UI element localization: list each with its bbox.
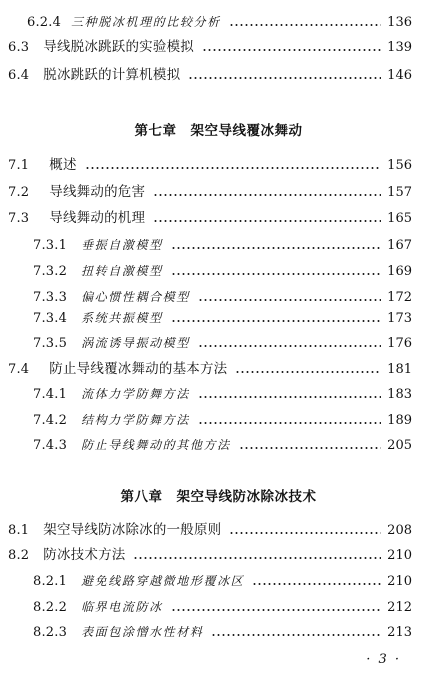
entry-page: 157 — [387, 185, 412, 200]
leader-dots — [171, 609, 381, 611]
entry-number: 8.1 — [8, 523, 30, 538]
toc-entry — [8, 541, 412, 563]
entry-page: 156 — [387, 158, 412, 173]
entry-number: 6.2.4 — [27, 15, 62, 30]
entry-number: 7.4.1 — [33, 387, 68, 402]
entry-number: 7.3.1 — [33, 238, 68, 253]
entry-page: 165 — [387, 211, 412, 226]
entry-page: 167 — [387, 238, 412, 253]
entry-page: 146 — [387, 68, 412, 83]
leader-dots — [235, 371, 381, 373]
entry-title: 流体力学防舞方法 — [81, 387, 190, 401]
entry-number: 7.3.5 — [33, 336, 68, 351]
entry-page: 210 — [387, 548, 412, 563]
entry-page: 205 — [387, 438, 412, 453]
entry-page: 189 — [387, 413, 412, 428]
toc-entry — [8, 178, 412, 200]
toc-entry — [8, 204, 412, 226]
entry-number: 8.2 — [8, 548, 30, 563]
leader-dots — [198, 299, 381, 301]
entry-page: 176 — [387, 336, 412, 351]
toc-entry — [8, 33, 412, 55]
leader-dots — [171, 247, 381, 249]
entry-page: 181 — [387, 362, 412, 377]
leader-dots — [171, 273, 381, 275]
toc-entry — [8, 516, 412, 538]
entry-number: 6.3 — [8, 40, 30, 55]
leader-dots — [198, 345, 381, 347]
entry-title: 脱冰跳跃的计算机模拟 — [43, 67, 181, 83]
leader-dots — [133, 557, 381, 559]
entry-title: 防冰技术方法 — [43, 547, 126, 563]
toc-entry — [33, 593, 412, 615]
leader-dots — [211, 634, 381, 636]
entry-page: 172 — [387, 290, 412, 305]
chapter-label: 第七章 — [134, 123, 177, 139]
leader-dots — [202, 49, 381, 51]
entry-number: 7.1 — [8, 158, 30, 173]
leader-dots — [229, 532, 381, 534]
entry-title: 概述 — [49, 157, 77, 173]
leader-dots — [252, 583, 381, 585]
toc-entry — [33, 231, 412, 253]
toc-entry — [33, 380, 412, 402]
toc-entry — [33, 431, 412, 453]
entry-title: 防止导线覆冰舞动的基本方法 — [49, 361, 228, 377]
entry-number: 7.4.3 — [33, 438, 68, 453]
entry-title: 垂振自激模型 — [81, 238, 163, 252]
leader-dots — [229, 24, 381, 26]
toc-entry — [8, 355, 412, 377]
leader-dots — [171, 320, 381, 322]
toc-entry — [33, 329, 412, 351]
chapter-heading — [0, 485, 437, 505]
entry-title: 三种脱冰机理的比较分析 — [71, 15, 221, 29]
entry-page: 212 — [387, 600, 412, 615]
entry-number: 8.2.3 — [33, 625, 68, 640]
entry-page: 136 — [387, 15, 412, 30]
leader-dots — [85, 167, 381, 169]
entry-number: 8.2.2 — [33, 600, 68, 615]
entry-title: 防止导线舞动的其他方法 — [81, 438, 231, 452]
entry-number: 7.4 — [8, 362, 30, 377]
chapter-label: 第八章 — [120, 489, 163, 505]
entry-title: 系统共振模型 — [81, 311, 163, 325]
leader-dots — [188, 77, 381, 79]
entry-title: 导线脱冰跳跃的实验模拟 — [43, 39, 194, 55]
entry-title: 导线舞动的机理 — [49, 210, 146, 226]
entry-number: 7.3.4 — [33, 311, 68, 326]
leader-dots — [239, 447, 381, 449]
entry-title: 临界电流防冰 — [81, 600, 163, 614]
chapter-heading — [0, 119, 437, 139]
entry-title: 表面包涂憎水性材料 — [81, 625, 204, 639]
entry-title: 避免线路穿越微地形覆冰区 — [81, 574, 245, 588]
entry-number: 8.2.1 — [33, 574, 68, 589]
leader-dots — [153, 194, 381, 196]
entry-title: 涡流诱导振动模型 — [81, 336, 190, 350]
entry-number: 7.3.3 — [33, 290, 68, 305]
leader-dots — [153, 220, 381, 222]
entry-page: 183 — [387, 387, 412, 402]
entry-number: 7.4.2 — [33, 413, 68, 428]
toc-entry — [33, 304, 412, 326]
entry-page: 210 — [387, 574, 412, 589]
page-number: · 3 · — [366, 652, 401, 667]
toc-entry — [33, 618, 412, 640]
entry-title: 偏心惯性耦合模型 — [81, 290, 190, 304]
entry-page: 208 — [387, 523, 412, 538]
entry-page: 169 — [387, 264, 412, 279]
toc-entry — [33, 567, 412, 589]
chapter-title: 架空导线覆冰舞动 — [190, 123, 303, 139]
toc-entry — [33, 257, 412, 279]
toc-entry — [8, 151, 412, 173]
toc-entry — [27, 8, 412, 30]
entry-title: 扭转自激模型 — [81, 264, 163, 278]
leader-dots — [198, 422, 381, 424]
entry-page: 213 — [387, 625, 412, 640]
toc-entry — [33, 406, 412, 428]
entry-number: 7.3.2 — [33, 264, 68, 279]
entry-number: 7.2 — [8, 185, 30, 200]
entry-title: 导线舞动的危害 — [49, 184, 146, 200]
entry-page: 173 — [387, 311, 412, 326]
entry-number: 7.3 — [8, 211, 30, 226]
entry-page: 139 — [387, 40, 412, 55]
entry-title: 架空导线防冰除冰的一般原则 — [43, 522, 222, 538]
entry-number: 6.4 — [8, 68, 30, 83]
leader-dots — [198, 396, 381, 398]
entry-title: 结构力学防舞方法 — [81, 413, 190, 427]
toc-entry — [8, 61, 412, 83]
toc-entry — [33, 283, 412, 305]
chapter-title: 架空导线防冰除冰技术 — [176, 489, 317, 505]
